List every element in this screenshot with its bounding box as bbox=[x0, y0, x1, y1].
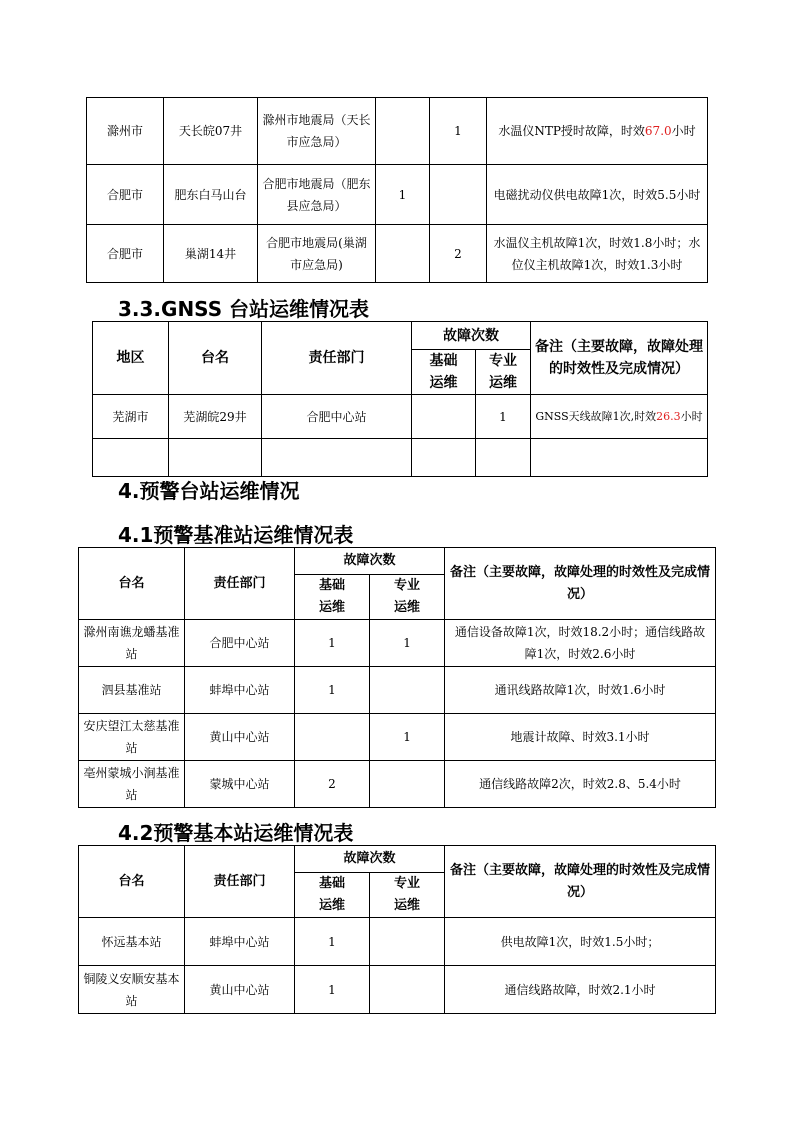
pro-count-cell: 1 bbox=[476, 395, 531, 439]
station-cell: 滁州南谯龙蟠基准站 bbox=[79, 620, 185, 667]
basic-count-cell: 1 bbox=[295, 620, 370, 667]
station-cell: 泗县基准站 bbox=[79, 667, 185, 714]
pro-count-cell bbox=[370, 918, 445, 966]
basic-count-cell bbox=[412, 395, 476, 439]
note-cell: 水温仪主机故障1次，时效1.8小时；水位仪主机故障1次，时效1.3小时 bbox=[487, 225, 708, 283]
table-row bbox=[87, 98, 708, 165]
pro-count-cell bbox=[370, 667, 445, 714]
table-row-empty bbox=[93, 439, 708, 477]
pro-count-cell: 1 bbox=[370, 714, 445, 761]
header-pro: 专业运维 bbox=[370, 575, 445, 620]
highlight-value: 26.3 bbox=[656, 409, 681, 423]
basic-count-cell bbox=[376, 98, 430, 165]
section-title-4-2: 4.2预警基本站运维情况表 bbox=[118, 821, 354, 845]
region-cell: 滁州市 bbox=[87, 98, 164, 165]
header-region: 地区 bbox=[93, 322, 169, 395]
table-row bbox=[79, 918, 716, 966]
note-cell: 地震计故障、时效3.1小时 bbox=[445, 714, 716, 761]
region-cell: 芜湖市 bbox=[93, 395, 169, 439]
region-cell: 合肥市 bbox=[87, 165, 164, 225]
dept-cell: 合肥市地震局（肥东县应急局） bbox=[258, 165, 376, 225]
header-dept: 责任部门 bbox=[185, 548, 295, 620]
header-pro: 专业运维 bbox=[370, 873, 445, 918]
header-station: 台名 bbox=[79, 548, 185, 620]
station-cell: 天长皖07井 bbox=[164, 98, 258, 165]
table-row bbox=[93, 395, 708, 439]
table-row bbox=[79, 667, 716, 714]
note-cell: 通讯线路故障1次，时效1.6小时 bbox=[445, 667, 716, 714]
table-row bbox=[79, 714, 716, 761]
station-cell: 芜湖皖29井 bbox=[169, 395, 262, 439]
header-dept: 责任部门 bbox=[185, 846, 295, 918]
header-basic: 基础运维 bbox=[412, 350, 476, 395]
note-cell: 通信设备故障1次，时效18.2小时；通信线路故障1次，时效2.6小时 bbox=[445, 620, 716, 667]
station-cell: 巢湖14井 bbox=[164, 225, 258, 283]
pro-count-cell bbox=[370, 761, 445, 808]
basic-count-cell: 1 bbox=[295, 966, 370, 1014]
header-basic: 基础运维 bbox=[295, 575, 370, 620]
basic-count-cell: 1 bbox=[295, 918, 370, 966]
reference-station-table bbox=[78, 547, 716, 808]
dept-cell: 合肥中心站 bbox=[185, 620, 295, 667]
table-row bbox=[79, 966, 716, 1014]
station-cell: 肥东白马山台 bbox=[164, 165, 258, 225]
header-station: 台名 bbox=[79, 846, 185, 918]
header-dept: 责任部门 bbox=[262, 322, 412, 395]
table-row bbox=[87, 225, 708, 283]
section-title-4: 4.预警台站运维情况 bbox=[118, 479, 300, 503]
header-basic: 基础运维 bbox=[295, 873, 370, 918]
table-header-row bbox=[79, 846, 716, 873]
station-cell: 亳州蒙城小涧基准站 bbox=[79, 761, 185, 808]
note-cell: 通信线路故障2次，时效2.8、5.4小时 bbox=[445, 761, 716, 808]
header-pro: 专业运维 bbox=[476, 350, 531, 395]
header-station: 台名 bbox=[169, 322, 262, 395]
basic-count-cell: 1 bbox=[295, 667, 370, 714]
pro-count-cell: 1 bbox=[430, 98, 487, 165]
table-row bbox=[79, 761, 716, 808]
highlight-value: 67.0 bbox=[644, 124, 672, 138]
gnss-station-table bbox=[92, 321, 708, 477]
dept-cell: 黄山中心站 bbox=[185, 966, 295, 1014]
note-cell: 供电故障1次，时效1.5小时； bbox=[445, 918, 716, 966]
pro-count-cell bbox=[370, 966, 445, 1014]
dept-cell: 合肥中心站 bbox=[262, 395, 412, 439]
dept-cell: 蚌埠中心站 bbox=[185, 918, 295, 966]
section-title-4-1: 4.1预警基准站运维情况表 bbox=[118, 523, 354, 547]
note-cell: GNSS天线故障1次,时效26.3小时 bbox=[531, 395, 708, 439]
dept-cell: 蒙城中心站 bbox=[185, 761, 295, 808]
note-cell: 水温仪NTP授时故障，时效67.0小时 bbox=[487, 98, 708, 165]
pro-count-cell bbox=[430, 165, 487, 225]
basic-count-cell bbox=[295, 714, 370, 761]
header-note: 备注（主要故障，故障处理的时效性及完成情况） bbox=[531, 322, 708, 395]
note-cell: 电磁扰动仪供电故障1次，时效5.5小时 bbox=[487, 165, 708, 225]
dept-cell: 滁州市地震局（天长市应急局） bbox=[258, 98, 376, 165]
note-cell: 通信线路故障，时效2.1小时 bbox=[445, 966, 716, 1014]
table-row bbox=[79, 620, 716, 667]
table-header-row bbox=[79, 548, 716, 575]
station-cell: 怀远基本站 bbox=[79, 918, 185, 966]
basic-count-cell: 1 bbox=[376, 165, 430, 225]
header-fault-count: 故障次数 bbox=[295, 548, 445, 575]
dept-cell: 蚌埠中心站 bbox=[185, 667, 295, 714]
header-note: 备注（主要故障，故障处理的时效性及完成情况） bbox=[445, 846, 716, 918]
station-cell: 安庆望江太慈基准站 bbox=[79, 714, 185, 761]
header-fault-count: 故障次数 bbox=[295, 846, 445, 873]
dept-cell: 合肥市地震局(巢湖市应急局) bbox=[258, 225, 376, 283]
dept-cell: 黄山中心站 bbox=[185, 714, 295, 761]
station-cell: 铜陵义安顺安基本站 bbox=[79, 966, 185, 1014]
basic-count-cell: 2 bbox=[295, 761, 370, 808]
pro-count-cell: 1 bbox=[370, 620, 445, 667]
basic-count-cell bbox=[376, 225, 430, 283]
table-header-row bbox=[93, 322, 708, 350]
seismic-station-table-continued bbox=[86, 97, 708, 283]
region-cell: 合肥市 bbox=[87, 225, 164, 283]
section-title-3-3: 3.3.GNSS 台站运维情况表 bbox=[118, 297, 370, 321]
header-fault-count: 故障次数 bbox=[412, 322, 531, 350]
table-row bbox=[87, 165, 708, 225]
header-note: 备注（主要故障，故障处理的时效性及完成情况） bbox=[445, 548, 716, 620]
pro-count-cell: 2 bbox=[430, 225, 487, 283]
basic-station-table bbox=[78, 845, 716, 1014]
